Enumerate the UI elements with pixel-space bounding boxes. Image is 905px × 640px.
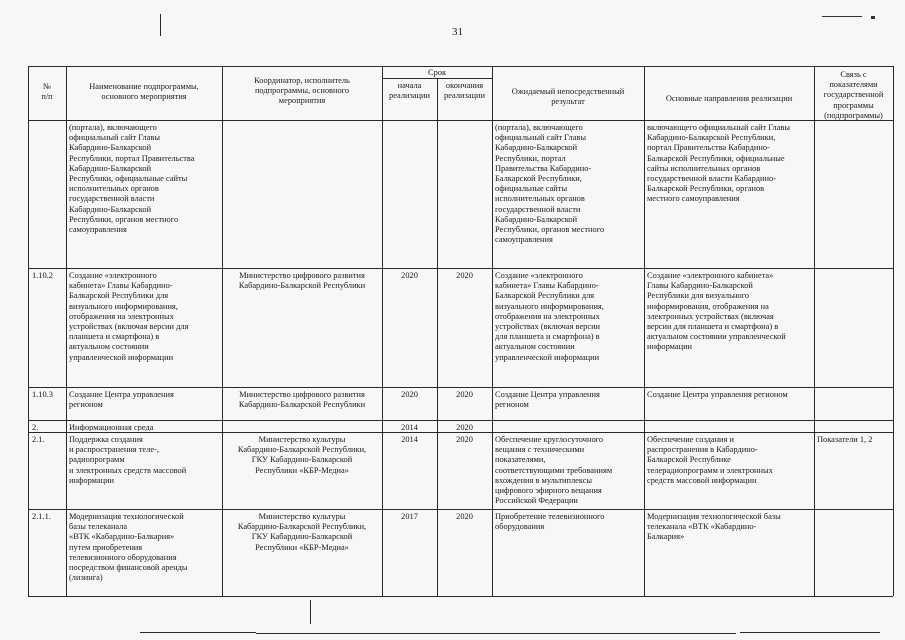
row-directions: Создание «электронного кабинета» Главы Кабардино-Балкарской Республики для визуального информирования, отображения на электронных устройствах (включая версии для планшета и смартфона) в актуальном состоянии управленческой информации (647, 271, 786, 352)
row-result: (портала), включающего официальный сайт Главы Кабардино-Балкарской Республики, портал Правительства Кабардино- Балкарской Республики, официальные сайты исполнительных органов государственной власти Кабардино-Балкарской Республики, органов местного самоуправления (495, 123, 605, 245)
column-border (66, 66, 67, 596)
row-num: 1.10.3 (32, 390, 53, 399)
scan-mark (822, 16, 862, 17)
row-coordinator: Министерство цифрового развития Кабардино-Балкарской Республики (238, 390, 366, 410)
row-result: Приобретение телевизионного оборудования (495, 512, 605, 532)
row-end: 2020 (456, 435, 473, 444)
header-start: начала реализации (389, 81, 430, 101)
row-num (32, 123, 62, 267)
row-name: Создание «электронного кабинета» Главы Кабардино- Балкарской Республики для визуального информирования, отображения на электронных устройствах (включая версии для планшета и смартфона) в актуальном состоянии управленческой информации (69, 271, 189, 362)
header-link: Связь с показателями государственной программы (подпрограммы) (823, 70, 884, 120)
column-border (222, 66, 223, 596)
header-coordinator: Координатор, исполнитель подпрограммы, основного мероприятия (254, 76, 350, 106)
row-border (28, 268, 893, 269)
row-start: 2014 (401, 435, 418, 444)
row-name: Модернизация технологической базы телеканала «ВТК «Кабардино-Балкария» путем приобретения телевизионного оборудования посредством финансовой аренды (лизинга) (69, 512, 188, 583)
row-num: 2.1.1. (32, 512, 51, 521)
page-number: 31 (452, 26, 463, 38)
row-start: 2020 (401, 271, 418, 280)
row-directions (647, 423, 811, 431)
column-border (644, 66, 645, 596)
row-directions: Создание Центра управления регионом (647, 390, 788, 399)
row-link (817, 271, 890, 386)
scan-line (256, 633, 736, 634)
row-end: 2020 (456, 423, 473, 431)
row-coordinator: Министерство культуры Кабардино-Балкарской Республики, ГКУ Кабардино-Балкарской Республики «КБР-Медиа» (237, 512, 367, 552)
scan-mark (871, 16, 875, 19)
scan-mark (160, 14, 161, 36)
column-border (492, 66, 493, 596)
table-border-top (28, 66, 893, 67)
row-start: 2014 (401, 423, 418, 431)
header-num: № п/п (41, 82, 53, 102)
row-directions: Модернизация технологической базы телеканала «ВТК «Кабардино- Балкария» (647, 512, 781, 542)
row-coordinator: Министерство цифрового развития Кабардино-Балкарской Республики (238, 271, 366, 291)
row-border (28, 432, 893, 433)
row-start: 2020 (401, 390, 418, 399)
row-coordinator: Министерство культуры Кабардино-Балкарской Республики, ГКУ Кабардино-Балкарской Республики «КБР-Медиа» (237, 435, 367, 475)
row-start (385, 123, 434, 267)
scan-line (140, 632, 256, 633)
row-num: 1.10.2 (32, 271, 53, 280)
column-border (382, 66, 383, 596)
scan-line (740, 632, 880, 633)
header-name: Наименование подпрограммы, основного мероприятия (89, 82, 199, 102)
row-border (28, 509, 893, 510)
row-end (440, 123, 489, 267)
row-coordinator (225, 423, 379, 431)
row-link (817, 512, 890, 595)
header-end: окончания реализации (444, 81, 485, 101)
header-result: Ожидаемый непосредственный результат (511, 87, 625, 107)
column-border (437, 78, 438, 596)
row-link (817, 123, 890, 267)
scan-mark (310, 600, 311, 624)
header-directions: Основные направления реализации (665, 94, 793, 103)
row-name: Создание Центра управления регионом (69, 390, 174, 410)
row-link: Показатели 1, 2 (817, 435, 873, 444)
row-num: 2. (32, 423, 39, 431)
row-end: 2020 (456, 271, 473, 280)
row-num: 2.1. (32, 435, 45, 444)
row-start: 2017 (401, 512, 418, 521)
row-result: Создание Центра управления регионом (495, 390, 600, 410)
column-border (28, 66, 29, 596)
row-name: (портала), включающего официальный сайт Главы Кабардино-Балкарской Республики, портал Правительства Кабардино-Балкарской Республики, официальные сайты исполнительных органов государственной власти Кабардино-Балкарской Республики, органов местного самоуправления (69, 123, 195, 235)
column-border (814, 66, 815, 596)
row-directions: включающего официальный сайт Главы Кабардино-Балкарской Республики, портал Правительства Кабардино- Балкарской Республики, официальные сайты исполнительных органов государственной власти Кабардино- Балкарской Республики, органов местного самоуправления (647, 123, 790, 204)
row-link (817, 390, 890, 419)
row-coordinator (225, 123, 379, 267)
row-border (28, 596, 893, 597)
row-result: Создание «электронного кабинета» Главы Кабардино- Балкарской Республики для визуального информирования, отображения на электронных устройствах (включая версии для планшета и смартфона) в актуальном состоянии управленческой информации (495, 271, 604, 362)
header-border-bottom (28, 120, 893, 121)
row-end: 2020 (456, 512, 473, 521)
row-end: 2020 (456, 390, 473, 399)
row-result (495, 423, 641, 431)
header-term: Срок (427, 68, 447, 77)
row-name: Поддержка создания и распространения теле-, радиопрограмм и электронных средств массовой информации (69, 435, 187, 485)
row-name: Информационная среда (69, 423, 154, 431)
row-result: Обеспечение круглосуточного вещания с техническими показателями, соответствующими требованиям вхождения в мультиплексы цифрового эфирного вещания Российской Федерации (495, 435, 613, 506)
row-border (28, 420, 893, 421)
row-link (817, 423, 890, 431)
row-directions: Обеспечение создания и распространения в Кабардино- Балкарской Республике телерадиопрограмм и электронных средств массовой информации (647, 435, 773, 485)
row-border (28, 387, 893, 388)
column-border (893, 66, 894, 596)
